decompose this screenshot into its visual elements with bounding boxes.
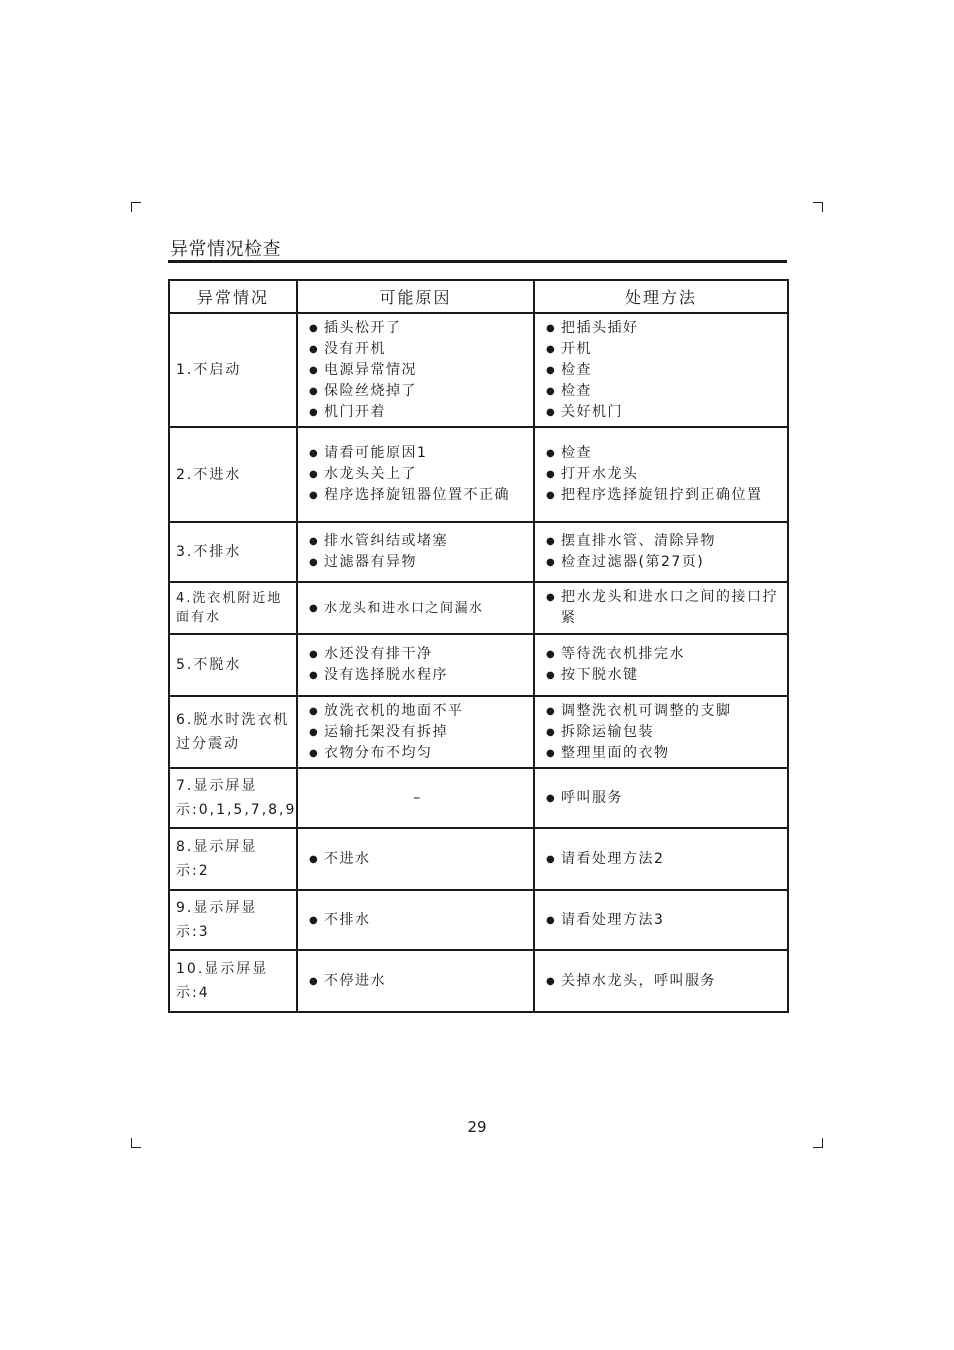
solution-item: ● 把插头插好 <box>545 318 781 339</box>
solution-item: ● 把程序选择旋钮拧到正确位置 <box>545 485 781 506</box>
condition-cell: 3.不排水 <box>169 522 297 582</box>
page-number: 29 <box>467 1118 487 1136</box>
table-row <box>169 582 788 634</box>
solution-cell <box>534 582 788 634</box>
cause-item: ● 程序选择旋钮器位置不正确 <box>308 485 527 506</box>
solution-item: ● 呼叫服务 <box>545 788 781 809</box>
condition-cell: 4.洗衣机附近地面有水 <box>169 582 297 634</box>
condition-cell: 1.不启动 <box>169 313 297 427</box>
solution-cell <box>534 696 788 768</box>
cause-cell <box>297 427 534 522</box>
solution-item: ● 请看处理方法2 <box>545 849 781 870</box>
solution-cell <box>534 313 788 427</box>
cause-item: ● 排水管纠结或堵塞 <box>308 531 527 552</box>
condition-cell: 6.脱水时洗衣机过分震动 <box>169 696 297 768</box>
solution-item: ● 检查 <box>545 381 781 402</box>
crop-mark-bottom-left <box>131 1138 141 1148</box>
cause-cell <box>297 634 534 696</box>
table-row <box>169 696 788 768</box>
solution-item: ● 调整洗衣机可调整的支脚 <box>545 701 781 722</box>
cause-item: ● 水龙头关上了 <box>308 464 527 485</box>
cause-cell: – <box>297 768 534 828</box>
table-row <box>169 950 788 1012</box>
cause-item: ● 不停进水 <box>308 971 527 992</box>
solution-item: ● 等待洗衣机排完水 <box>545 644 781 665</box>
cause-item: ● 保险丝烧掉了 <box>308 381 527 402</box>
condition-cell: 5.不脱水 <box>169 634 297 696</box>
cause-item: ● 放洗衣机的地面不平 <box>308 701 527 722</box>
condition-cell: 9.显示屏显示:3 <box>169 890 297 950</box>
solution-cell <box>534 768 788 828</box>
cause-item: ● 不排水 <box>308 910 527 931</box>
cause-cell <box>297 582 534 634</box>
solution-cell <box>534 890 788 950</box>
cause-item: ● 运输托架没有拆掉 <box>308 722 527 743</box>
table-row <box>169 768 788 828</box>
table-row <box>169 828 788 890</box>
cause-item: ● 插头松开了 <box>308 318 527 339</box>
cause-item: ● 请看可能原因1 <box>308 443 527 464</box>
cause-item: ● 水龙头和进水口之间漏水 <box>308 598 527 619</box>
table-row <box>169 522 788 582</box>
solution-item: ● 开机 <box>545 339 781 360</box>
condition-cell: 2.不进水 <box>169 427 297 522</box>
solution-item: ● 按下脱水键 <box>545 665 781 686</box>
troubleshooting-table <box>168 279 789 1013</box>
page-title: 异常情况检查 <box>170 239 281 260</box>
table-row <box>169 890 788 950</box>
cause-item: ● 过滤器有异物 <box>308 552 527 573</box>
cause-item: ● 水还没有排干净 <box>308 644 527 665</box>
title-underline <box>168 260 787 263</box>
cause-cell <box>297 313 534 427</box>
crop-mark-bottom-right <box>813 1138 823 1148</box>
solution-item: ● 检查过滤器(第27页) <box>545 552 781 573</box>
cause-cell <box>297 522 534 582</box>
cause-cell <box>297 890 534 950</box>
cause-item: ● 衣物分布不均匀 <box>308 743 527 764</box>
solution-item: ● 请看处理方法3 <box>545 910 781 931</box>
solution-item: ● 检查 <box>545 360 781 381</box>
cause-cell <box>297 828 534 890</box>
table-row <box>169 313 788 427</box>
cause-item: ● 电源异常情况 <box>308 360 527 381</box>
solution-cell <box>534 828 788 890</box>
table-header-row <box>169 280 788 313</box>
solution-item: ● 拆除运输包装 <box>545 722 781 743</box>
cause-item: ● 没有选择脱水程序 <box>308 665 527 686</box>
solution-item: ● 检查 <box>545 443 781 464</box>
header-solution: 处理方法 <box>534 280 788 313</box>
condition-cell: 7.显示屏显示:0,1,5,7,8,9 <box>169 768 297 828</box>
solution-item: ● 把水龙头和进水口之间的接口拧紧 <box>545 587 781 629</box>
solution-cell <box>534 427 788 522</box>
header-cause: 可能原因 <box>297 280 534 313</box>
solution-item: ● 打开水龙头 <box>545 464 781 485</box>
condition-cell: 8.显示屏显示:2 <box>169 828 297 890</box>
solution-cell <box>534 634 788 696</box>
solution-cell <box>534 522 788 582</box>
crop-mark-top-left <box>131 202 141 212</box>
solution-cell <box>534 950 788 1012</box>
solution-item: ● 摆直排水管、清除异物 <box>545 531 781 552</box>
cause-item: ● 机门开着 <box>308 402 527 423</box>
cause-cell <box>297 696 534 768</box>
cause-item: ● 不进水 <box>308 849 527 870</box>
condition-cell: 10.显示屏显示:4 <box>169 950 297 1012</box>
cause-cell <box>297 950 534 1012</box>
solution-item: ● 关掉水龙头，呼叫服务 <box>545 971 781 992</box>
header-condition: 异常情况 <box>169 280 297 313</box>
crop-mark-top-right <box>813 202 823 212</box>
table-row <box>169 634 788 696</box>
table-row <box>169 427 788 522</box>
cause-item: ● 没有开机 <box>308 339 527 360</box>
solution-item: ● 整理里面的衣物 <box>545 743 781 764</box>
solution-item: ● 关好机门 <box>545 402 781 423</box>
